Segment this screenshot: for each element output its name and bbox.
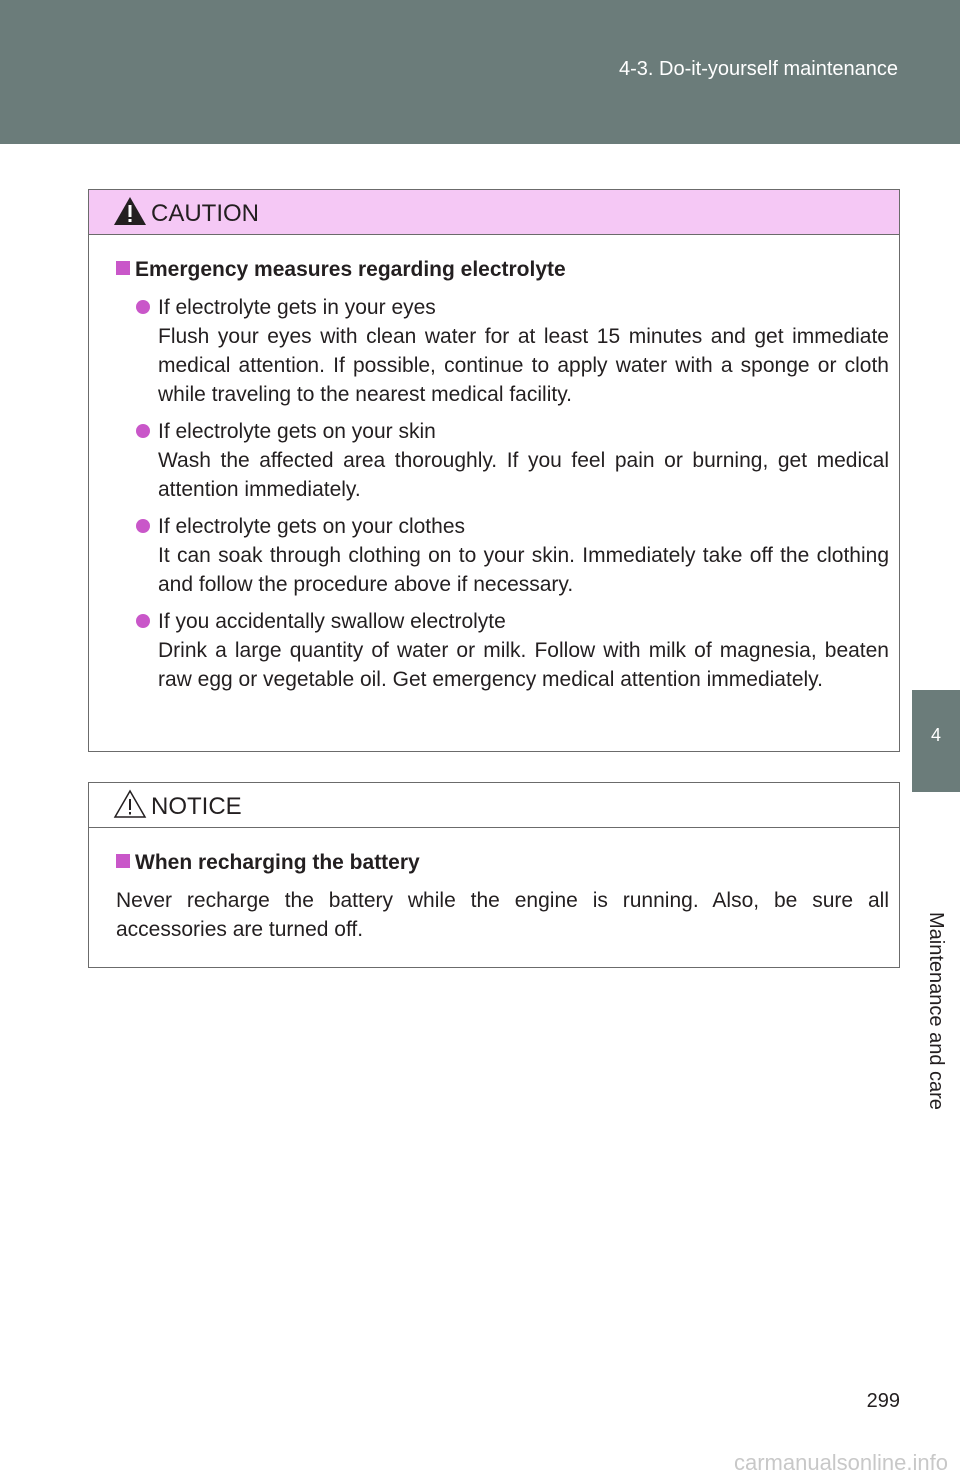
caution-heading bbox=[116, 255, 889, 285]
chapter-label: Maintenance and care bbox=[925, 912, 947, 1110]
section-title: 4-3. Do-it-yourself maintenance bbox=[618, 58, 898, 80]
list-item-title: If electrolyte gets on your skin bbox=[158, 420, 436, 443]
notice-title: NOTICE bbox=[151, 793, 242, 820]
list-item bbox=[116, 512, 889, 599]
notice-header bbox=[89, 783, 899, 828]
list-item bbox=[116, 293, 889, 409]
caution-title: CAUTION bbox=[151, 200, 259, 227]
caution-header bbox=[89, 190, 899, 235]
list-item-text: Wash the affected area thoroughly. If you feel pain or burning, get medical attention immediately. bbox=[158, 449, 889, 501]
notice-body bbox=[89, 828, 899, 944]
round-bullet-icon bbox=[136, 614, 150, 628]
list-item bbox=[116, 417, 889, 504]
list-item-text: Flush your eyes with clean water for at least 15 minutes and get immediate medical attention. If possible, continue to apply water with a sponge or cloth while traveling to the nearest medical facility. bbox=[158, 325, 889, 406]
list-item-text: It can soak through clothing on to your skin. Immediately take off the clothing and follow the procedure above if necessary. bbox=[158, 544, 889, 596]
round-bullet-icon bbox=[136, 519, 150, 533]
caution-box bbox=[88, 189, 900, 752]
caution-heading-text: Emergency measures regarding electrolyte bbox=[135, 258, 566, 281]
round-bullet-icon bbox=[136, 424, 150, 438]
list-item-title: If electrolyte gets in your eyes bbox=[158, 296, 436, 319]
square-bullet-icon bbox=[116, 854, 130, 868]
list-item-text: Drink a large quantity of water or milk. Follow with milk of magnesia, beaten raw egg or vegetable oil. Get emergency medical attention immediately. bbox=[158, 639, 889, 691]
list-item-title: If electrolyte gets on your clothes bbox=[158, 515, 465, 538]
notice-heading-text: When recharging the battery bbox=[135, 851, 420, 874]
chapter-number: 4 bbox=[930, 725, 941, 745]
notice-heading bbox=[116, 848, 889, 878]
square-bullet-icon bbox=[116, 261, 130, 275]
caution-body bbox=[89, 235, 899, 694]
warning-outline-icon bbox=[113, 789, 147, 819]
watermark: carmanualsonline.info bbox=[733, 1450, 948, 1475]
list-item-title: If you accidentally swallow electrolyte bbox=[158, 610, 506, 633]
warning-triangle-icon bbox=[113, 196, 147, 226]
page-number: 299 bbox=[866, 1390, 900, 1412]
round-bullet-icon bbox=[136, 300, 150, 314]
notice-box bbox=[88, 782, 900, 968]
notice-text: Never recharge the battery while the engine is running. Also, be sure all accessories are turned off. bbox=[116, 889, 889, 941]
list-item bbox=[116, 607, 889, 694]
